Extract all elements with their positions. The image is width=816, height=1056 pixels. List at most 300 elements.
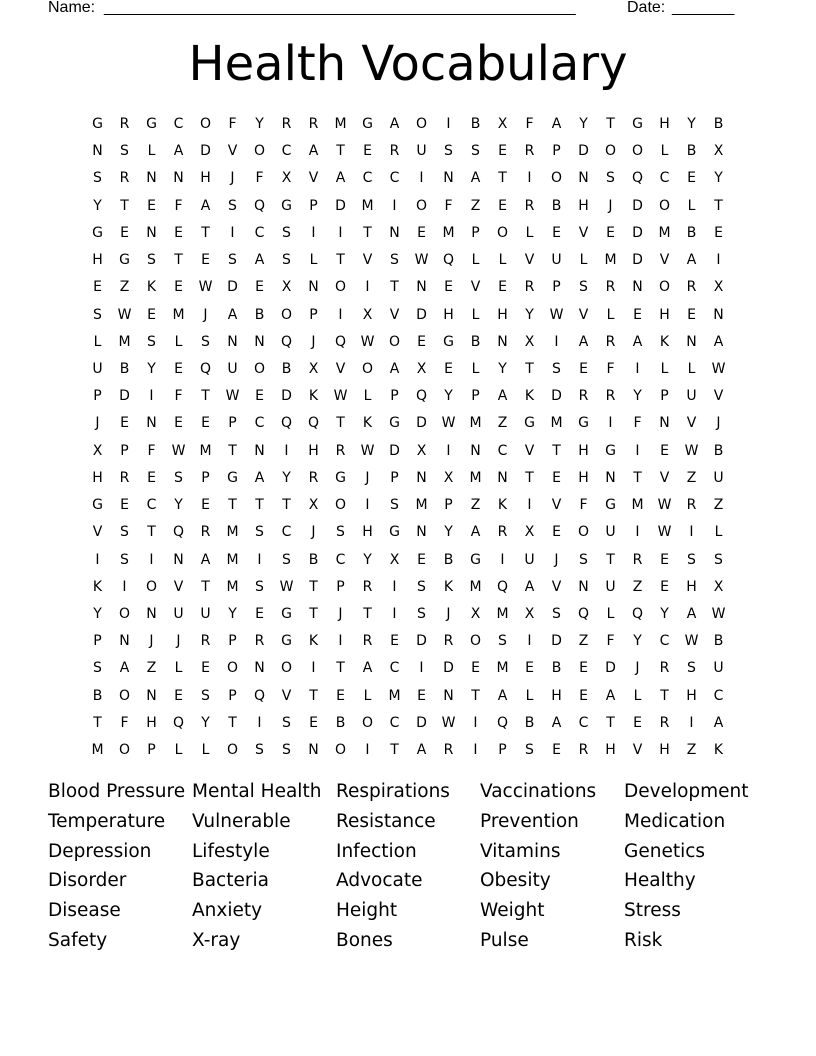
grid-letter[interactable]: Z [146, 660, 157, 677]
grid-letter[interactable]: I [419, 170, 424, 187]
grid-letter[interactable]: C [659, 170, 670, 187]
grid-letter[interactable]: O [631, 143, 644, 160]
grid-letter[interactable]: F [228, 116, 237, 132]
grid-letter[interactable]: D [227, 279, 238, 296]
grid-letter[interactable]: L [201, 742, 210, 759]
grid-letter[interactable]: A [254, 252, 265, 269]
grid-letter[interactable]: O [118, 605, 131, 622]
grid-letter[interactable]: R [308, 116, 319, 132]
grid-letter[interactable]: W [198, 279, 213, 296]
grid-letter[interactable]: V [308, 170, 319, 187]
grid-letter[interactable]: S [282, 714, 291, 731]
grid-letter[interactable]: E [660, 551, 669, 568]
grid-letter[interactable]: Z [470, 197, 481, 214]
grid-letter[interactable]: Q [496, 714, 509, 731]
grid-letter[interactable]: V [686, 415, 697, 432]
grid-letter[interactable]: O [226, 742, 239, 759]
grid-letter[interactable]: T [390, 742, 399, 759]
grid-letter[interactable]: U [605, 524, 616, 541]
grid-letter[interactable]: A [605, 687, 616, 704]
grid-letter[interactable]: D [578, 143, 589, 160]
grid-letter[interactable]: G [524, 415, 535, 432]
grid-letter[interactable]: C [659, 633, 670, 650]
grid-letter[interactable]: T [525, 360, 534, 377]
grid-letter[interactable]: K [443, 578, 454, 595]
grid-letter[interactable]: R [335, 442, 346, 459]
grid-letter[interactable]: E [120, 497, 129, 514]
grid-letter[interactable]: N [119, 633, 130, 650]
grid-letter[interactable]: E [363, 143, 372, 160]
grid-letter[interactable]: E [147, 197, 156, 214]
grid-letter[interactable]: S [444, 143, 453, 160]
grid-letter[interactable]: Y [444, 524, 453, 541]
grid-letter[interactable]: O [550, 170, 563, 187]
grid-letter[interactable]: R [605, 388, 616, 405]
grid-letter[interactable]: M [118, 333, 131, 350]
grid-letter[interactable]: M [361, 197, 374, 214]
grid-letter[interactable]: U [605, 578, 616, 595]
grid-letter[interactable]: N [146, 224, 157, 241]
grid-letter[interactable]: O [145, 578, 158, 595]
grid-letter[interactable]: B [551, 197, 562, 214]
grid-letter[interactable]: Y [579, 116, 588, 132]
grid-letter[interactable]: O [658, 197, 671, 214]
grid-letter[interactable]: V [389, 306, 400, 323]
grid-letter[interactable]: H [551, 687, 562, 704]
grid-letter[interactable]: G [389, 415, 400, 432]
grid-letter[interactable]: E [120, 415, 129, 432]
grid-letter[interactable]: V [578, 306, 589, 323]
grid-letter[interactable]: I [392, 578, 397, 595]
grid-letter[interactable]: A [335, 170, 346, 187]
grid-letter[interactable]: E [525, 660, 534, 677]
grid-letter[interactable]: M [199, 442, 212, 459]
grid-letter[interactable]: H [659, 306, 670, 323]
grid-letter[interactable]: U [551, 252, 562, 269]
grid-letter[interactable]: A [578, 333, 589, 350]
grid-letter[interactable]: L [363, 687, 372, 704]
grid-letter[interactable]: A [713, 333, 724, 350]
grid-letter[interactable]: E [147, 306, 156, 323]
grid-letter[interactable]: V [470, 279, 481, 296]
grid-letter[interactable]: D [119, 388, 130, 405]
grid-letter[interactable]: X [362, 306, 373, 323]
grid-letter[interactable]: O [469, 633, 482, 650]
grid-letter[interactable]: P [336, 578, 345, 595]
grid-letter[interactable]: S [336, 524, 345, 541]
grid-letter[interactable]: P [228, 415, 237, 432]
grid-letter[interactable]: R [389, 143, 400, 160]
grid-letter[interactable]: K [362, 415, 373, 432]
grid-letter[interactable]: E [201, 660, 210, 677]
grid-letter[interactable]: E [687, 170, 696, 187]
grid-letter[interactable]: L [309, 252, 318, 269]
grid-letter[interactable]: O [658, 279, 671, 296]
grid-letter[interactable]: N [470, 442, 481, 459]
grid-letter[interactable]: A [551, 714, 562, 731]
grid-letter[interactable]: S [471, 143, 480, 160]
grid-letter[interactable]: Q [631, 170, 644, 187]
grid-letter[interactable]: P [309, 197, 318, 214]
grid-letter[interactable]: L [606, 605, 615, 622]
grid-letter[interactable]: E [444, 279, 453, 296]
grid-letter[interactable]: M [226, 551, 239, 568]
grid-letter[interactable]: W [360, 333, 375, 350]
grid-letter[interactable]: Q [442, 252, 455, 269]
grid-letter[interactable]: B [119, 360, 130, 377]
grid-letter[interactable]: W [711, 360, 726, 377]
grid-letter[interactable]: H [659, 116, 670, 132]
grid-letter[interactable]: D [632, 224, 643, 241]
grid-letter[interactable]: F [525, 116, 534, 132]
grid-letter[interactable]: U [416, 143, 427, 160]
grid-letter[interactable]: E [552, 742, 561, 759]
grid-letter[interactable]: D [416, 306, 427, 323]
date-blank-line[interactable]: _______ [672, 0, 735, 16]
grid-letter[interactable]: E [498, 279, 507, 296]
grid-letter[interactable]: V [578, 224, 589, 241]
grid-letter[interactable]: H [497, 306, 508, 323]
grid-letter[interactable]: I [635, 442, 640, 459]
grid-letter[interactable]: E [174, 687, 183, 704]
grid-letter[interactable]: U [227, 360, 238, 377]
grid-letter[interactable]: R [119, 469, 130, 486]
grid-letter[interactable]: M [226, 578, 239, 595]
grid-letter[interactable]: K [713, 742, 724, 759]
grid-letter[interactable]: D [632, 252, 643, 269]
grid-letter[interactable]: T [714, 197, 723, 214]
grid-letter[interactable]: T [201, 224, 210, 241]
grid-letter[interactable]: A [713, 714, 724, 731]
grid-letter[interactable]: J [95, 415, 100, 432]
grid-letter[interactable]: N [308, 742, 319, 759]
grid-letter[interactable]: N [713, 306, 724, 323]
grid-letter[interactable]: X [713, 578, 724, 595]
grid-letter[interactable]: U [173, 605, 184, 622]
grid-letter[interactable]: R [200, 524, 211, 541]
grid-letter[interactable]: E [552, 224, 561, 241]
grid-letter[interactable]: O [253, 360, 266, 377]
grid-letter[interactable]: I [473, 714, 478, 731]
grid-letter[interactable]: O [388, 333, 401, 350]
grid-letter[interactable]: K [308, 633, 319, 650]
grid-letter[interactable]: D [632, 197, 643, 214]
grid-letter[interactable]: U [524, 551, 535, 568]
grid-letter[interactable]: L [363, 388, 372, 405]
grid-letter[interactable]: Z [686, 469, 697, 486]
grid-letter[interactable]: S [498, 633, 507, 650]
grid-letter[interactable]: Y [633, 633, 642, 650]
grid-letter[interactable]: S [174, 469, 183, 486]
grid-letter[interactable]: T [282, 497, 291, 514]
grid-letter[interactable]: I [365, 742, 370, 759]
grid-letter[interactable]: T [120, 197, 129, 214]
grid-letter[interactable]: R [659, 714, 670, 731]
grid-letter[interactable]: Q [253, 687, 266, 704]
grid-letter[interactable]: I [446, 116, 451, 132]
grid-letter[interactable]: B [686, 143, 697, 160]
grid-letter[interactable]: Q [253, 197, 266, 214]
grid-letter[interactable]: F [579, 497, 588, 514]
grid-letter[interactable]: Z [119, 279, 130, 296]
grid-letter[interactable]: M [604, 252, 617, 269]
grid-letter[interactable]: A [119, 660, 130, 677]
grid-letter[interactable]: C [389, 714, 400, 731]
grid-letter[interactable]: P [390, 388, 399, 405]
grid-letter[interactable]: W [225, 388, 240, 405]
grid-letter[interactable]: T [201, 388, 210, 405]
grid-letter[interactable]: M [388, 687, 401, 704]
grid-letter[interactable]: R [686, 279, 697, 296]
grid-letter[interactable]: B [551, 660, 562, 677]
grid-letter[interactable]: M [334, 116, 347, 132]
grid-letter[interactable]: V [551, 497, 562, 514]
grid-letter[interactable]: F [120, 714, 129, 731]
grid-letter[interactable]: V [227, 143, 238, 160]
grid-letter[interactable]: W [657, 497, 672, 514]
grid-letter[interactable]: X [497, 116, 508, 132]
grid-letter[interactable]: K [92, 578, 103, 595]
grid-letter[interactable]: L [579, 252, 588, 269]
grid-letter[interactable]: P [147, 742, 156, 759]
grid-letter[interactable]: H [578, 469, 589, 486]
grid-letter[interactable]: S [714, 551, 723, 568]
grid-letter[interactable]: R [524, 279, 535, 296]
grid-letter[interactable]: I [338, 306, 343, 323]
grid-letter[interactable]: N [686, 333, 697, 350]
grid-letter[interactable]: F [606, 633, 615, 650]
grid-letter[interactable]: R [362, 578, 373, 595]
grid-letter[interactable]: R [281, 116, 292, 132]
grid-letter[interactable]: R [632, 551, 643, 568]
grid-letter[interactable]: I [446, 442, 451, 459]
grid-letter[interactable]: S [282, 224, 291, 241]
grid-letter[interactable]: O [496, 224, 509, 241]
grid-letter[interactable]: T [363, 605, 372, 622]
grid-letter[interactable]: G [389, 524, 400, 541]
grid-letter[interactable]: S [525, 742, 534, 759]
grid-letter[interactable]: E [417, 687, 426, 704]
grid-letter[interactable]: C [281, 143, 292, 160]
grid-letter[interactable]: T [606, 714, 615, 731]
grid-letter[interactable]: P [552, 143, 561, 160]
grid-letter[interactable]: S [390, 497, 399, 514]
grid-letter[interactable]: A [254, 469, 265, 486]
grid-letter[interactable]: G [578, 415, 589, 432]
grid-letter[interactable]: Y [498, 360, 507, 377]
grid-letter[interactable]: T [336, 252, 345, 269]
grid-letter[interactable]: N [497, 333, 508, 350]
grid-letter[interactable]: T [336, 415, 345, 432]
grid-letter[interactable]: M [469, 469, 482, 486]
grid-letter[interactable]: I [365, 497, 370, 514]
grid-letter[interactable]: O [415, 116, 428, 132]
grid-letter[interactable]: C [173, 116, 184, 132]
grid-letter[interactable]: J [230, 170, 235, 187]
grid-letter[interactable]: G [443, 333, 454, 350]
grid-letter[interactable]: E [579, 660, 588, 677]
grid-letter[interactable]: O [253, 143, 266, 160]
grid-letter[interactable]: E [201, 415, 210, 432]
grid-letter[interactable]: S [147, 252, 156, 269]
grid-letter[interactable]: E [309, 714, 318, 731]
grid-letter[interactable]: U [92, 360, 103, 377]
grid-letter[interactable]: G [92, 224, 103, 241]
grid-letter[interactable]: E [498, 143, 507, 160]
grid-letter[interactable]: Y [201, 714, 210, 731]
grid-letter[interactable]: R [524, 143, 535, 160]
grid-letter[interactable]: N [146, 415, 157, 432]
grid-letter[interactable]: P [471, 388, 480, 405]
grid-letter[interactable]: N [254, 333, 265, 350]
grid-letter[interactable]: P [471, 224, 480, 241]
grid-letter[interactable]: C [389, 170, 400, 187]
grid-letter[interactable]: H [659, 742, 670, 759]
grid-letter[interactable]: D [605, 660, 616, 677]
grid-letter[interactable]: L [687, 360, 696, 377]
grid-letter[interactable]: G [92, 116, 103, 132]
grid-letter[interactable]: V [281, 687, 292, 704]
grid-letter[interactable]: T [309, 687, 318, 704]
grid-letter[interactable]: W [441, 415, 456, 432]
grid-letter[interactable]: S [579, 551, 588, 568]
grid-letter[interactable]: E [336, 687, 345, 704]
grid-letter[interactable]: X [524, 524, 535, 541]
grid-letter[interactable]: S [93, 170, 102, 187]
grid-letter[interactable]: M [91, 742, 104, 759]
grid-letter[interactable]: R [659, 660, 670, 677]
grid-letter[interactable]: K [524, 388, 535, 405]
grid-letter[interactable]: E [174, 360, 183, 377]
grid-letter[interactable]: O [361, 714, 374, 731]
grid-letter[interactable]: E [147, 469, 156, 486]
grid-letter[interactable]: Y [444, 388, 453, 405]
grid-letter[interactable]: O [280, 306, 293, 323]
grid-letter[interactable]: O [334, 497, 347, 514]
grid-letter[interactable]: H [686, 578, 697, 595]
grid-letter[interactable]: J [149, 633, 154, 650]
grid-letter[interactable]: X [281, 170, 292, 187]
grid-letter[interactable]: X [416, 442, 427, 459]
grid-letter[interactable]: Y [282, 469, 291, 486]
grid-letter[interactable]: W [441, 714, 456, 731]
grid-letter[interactable]: J [635, 660, 640, 677]
grid-letter[interactable]: I [689, 714, 694, 731]
grid-letter[interactable]: Y [93, 605, 102, 622]
grid-letter[interactable]: Q [172, 714, 185, 731]
grid-letter[interactable]: C [713, 687, 724, 704]
grid-letter[interactable]: J [203, 306, 208, 323]
grid-letter[interactable]: E [417, 551, 426, 568]
grid-letter[interactable]: X [470, 605, 481, 622]
grid-letter[interactable]: P [201, 469, 210, 486]
grid-letter[interactable]: V [524, 252, 535, 269]
grid-letter[interactable]: O [577, 524, 590, 541]
grid-letter[interactable]: P [390, 469, 399, 486]
grid-letter[interactable]: I [554, 333, 559, 350]
grid-letter[interactable]: U [713, 469, 724, 486]
grid-letter[interactable]: Y [660, 605, 669, 622]
grid-letter[interactable]: Y [93, 197, 102, 214]
grid-letter[interactable]: E [552, 524, 561, 541]
grid-letter[interactable]: Y [228, 605, 237, 622]
grid-letter[interactable]: F [255, 170, 264, 187]
grid-letter[interactable]: C [254, 224, 265, 241]
grid-letter[interactable]: W [333, 388, 348, 405]
grid-letter[interactable]: E [255, 388, 264, 405]
grid-letter[interactable]: E [660, 442, 669, 459]
grid-letter[interactable]: R [119, 116, 130, 132]
grid-letter[interactable]: G [146, 116, 157, 132]
grid-letter[interactable]: C [578, 714, 589, 731]
grid-letter[interactable]: S [606, 170, 615, 187]
grid-letter[interactable]: P [309, 306, 318, 323]
grid-letter[interactable]: N [443, 170, 454, 187]
grid-letter[interactable]: A [362, 660, 373, 677]
grid-letter[interactable]: J [608, 197, 613, 214]
grid-letter[interactable]: D [281, 388, 292, 405]
grid-letter[interactable]: E [201, 497, 210, 514]
grid-letter[interactable]: S [552, 360, 561, 377]
grid-letter[interactable]: J [311, 333, 316, 350]
grid-letter[interactable]: J [176, 633, 181, 650]
grid-letter[interactable]: L [174, 660, 183, 677]
grid-letter[interactable]: S [579, 279, 588, 296]
grid-letter[interactable]: Q [280, 333, 293, 350]
grid-letter[interactable]: S [390, 252, 399, 269]
grid-letter[interactable]: L [525, 224, 534, 241]
grid-letter[interactable]: R [254, 633, 265, 650]
grid-letter[interactable]: X [416, 360, 427, 377]
grid-letter[interactable]: T [336, 143, 345, 160]
grid-letter[interactable]: M [496, 660, 509, 677]
grid-letter[interactable]: A [686, 252, 697, 269]
grid-letter[interactable]: N [173, 551, 184, 568]
grid-letter[interactable]: T [390, 279, 399, 296]
grid-letter[interactable]: S [255, 524, 264, 541]
grid-letter[interactable]: F [444, 197, 453, 214]
grid-letter[interactable]: T [228, 442, 237, 459]
grid-letter[interactable]: M [442, 224, 455, 241]
grid-letter[interactable]: E [417, 224, 426, 241]
grid-letter[interactable]: I [257, 551, 262, 568]
grid-letter[interactable]: T [309, 605, 318, 622]
grid-letter[interactable]: R [497, 524, 508, 541]
grid-letter[interactable]: Q [199, 360, 212, 377]
grid-letter[interactable]: I [716, 252, 721, 269]
grid-letter[interactable]: K [308, 388, 319, 405]
grid-letter[interactable]: R [524, 197, 535, 214]
grid-letter[interactable]: R [443, 633, 454, 650]
grid-letter[interactable]: A [308, 143, 319, 160]
grid-letter[interactable]: N [254, 660, 265, 677]
grid-letter[interactable]: L [93, 333, 102, 350]
grid-letter[interactable]: T [471, 687, 480, 704]
grid-letter[interactable]: S [255, 578, 264, 595]
grid-letter[interactable]: A [686, 605, 697, 622]
grid-letter[interactable]: E [552, 469, 561, 486]
grid-letter[interactable]: L [714, 524, 723, 541]
grid-letter[interactable]: E [255, 279, 264, 296]
grid-letter[interactable]: M [172, 306, 185, 323]
grid-letter[interactable]: I [311, 660, 316, 677]
grid-letter[interactable]: H [443, 306, 454, 323]
grid-letter[interactable]: N [632, 279, 643, 296]
grid-letter[interactable]: V [362, 252, 373, 269]
grid-letter[interactable]: W [171, 442, 186, 459]
grid-letter[interactable]: V [173, 578, 184, 595]
grid-letter[interactable]: A [470, 170, 481, 187]
